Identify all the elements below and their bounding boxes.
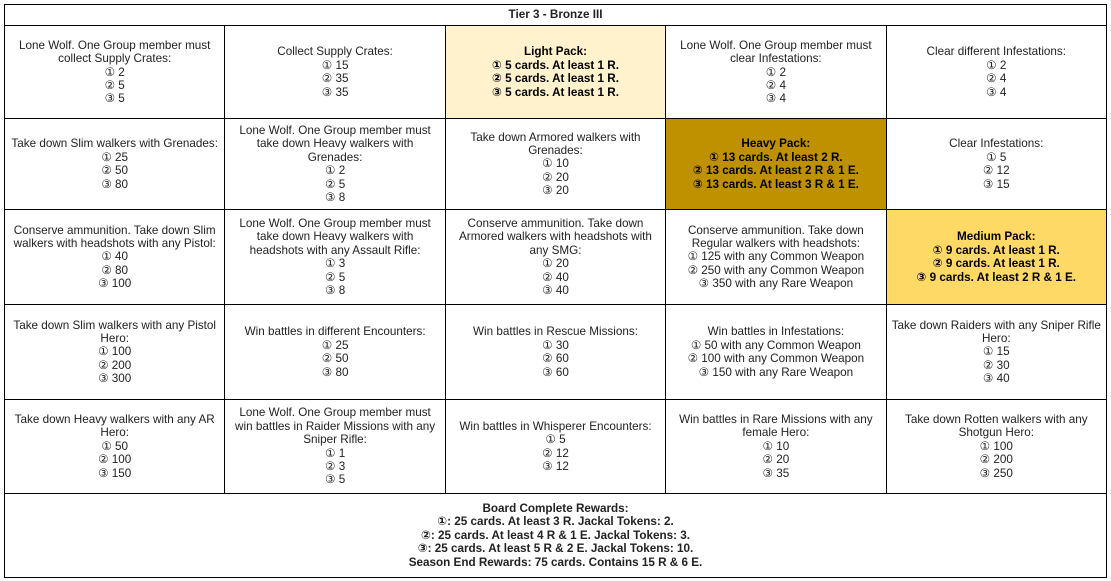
light-pack-reward-cell	[445, 26, 665, 119]
pack-tier-3: ③ 5 cards. At least 1 R.	[491, 85, 619, 99]
grid-row	[5, 119, 1107, 210]
challenge-description: Take down Armored walkers with Grenades:	[470, 130, 641, 158]
grid-row	[5, 305, 1107, 400]
pack-title: Light Pack:	[523, 45, 587, 59]
goal-tier-2: ② 20	[542, 170, 569, 184]
reward-line-3: ③: 25 cards. At least 5 R & 2 E. Jackal Tokens: 10.	[417, 542, 694, 556]
goal-tier-3: ③ 80	[321, 365, 349, 379]
challenge-description: Lone Wolf. One Group member must take down Heavy walkers with Grenades:	[239, 123, 431, 164]
goal-tier-2: ② 35	[321, 72, 349, 86]
challenge-cell	[225, 119, 445, 210]
challenge-cell	[5, 119, 225, 210]
pack-tier-2: ② 13 cards. At least 2 R & 1 E.	[692, 164, 859, 178]
goal-tier-1: ① 100	[98, 345, 132, 359]
goal-tier-1: ① 125 with any Common Weapon	[687, 250, 865, 264]
challenge-cell	[445, 210, 665, 305]
reward-line-1: ①: 25 cards. At least 3 R. Jackal Tokens: 2.	[437, 515, 674, 529]
challenge-description: Take down Raiders with any Sniper Rifle Hero:	[891, 318, 1101, 345]
goal-tier-2: ② 50	[321, 352, 349, 366]
challenge-cell	[886, 26, 1106, 119]
pack-tier-3: ③ 13 cards. At least 3 R & 1 E.	[692, 177, 859, 191]
goal-tier-3: ③ 4	[765, 92, 786, 106]
challenge-description: Lone Wolf. One Group member must collect Supply Crates:	[18, 38, 211, 66]
goal-tier-1: ① 2	[765, 65, 786, 79]
pack-tier-1: ① 13 cards. At least 2 R.	[709, 150, 843, 164]
goal-tier-1: ① 2	[324, 164, 346, 178]
challenge-cell	[666, 210, 886, 305]
board-rewards	[5, 494, 1107, 578]
challenge-grid	[5, 26, 1107, 494]
goal-tier-3: ③ 300	[98, 372, 132, 386]
goal-tier-2: ② 20	[762, 453, 790, 467]
challenge-cell	[5, 210, 225, 305]
grid-row	[5, 26, 1107, 119]
rewards-heading: Board Complete Rewards:	[482, 502, 629, 516]
goal-tier-1: ① 25	[321, 338, 349, 352]
challenge-cell	[225, 210, 445, 305]
goal-tier-2: ② 4	[986, 72, 1007, 86]
challenge-description: Conserve ammunition. Take down Regular walkers with headshots:	[687, 223, 864, 250]
goal-tier-1: ① 40	[101, 250, 129, 264]
goal-tier-1: ① 2	[986, 58, 1007, 72]
goal-tier-2: ② 200	[98, 358, 132, 372]
goal-tier-3: ③ 350 with any Rare Weapon	[698, 277, 854, 291]
challenge-description: Lone Wolf. One Group member must clear Infestations:	[680, 38, 872, 66]
challenge-cell	[225, 305, 445, 400]
challenge-description: Lone Wolf. One Group member must win battles in Raider Missions with any Sniper Rifle:	[235, 406, 436, 447]
goal-tier-3: ③ 150	[98, 466, 132, 480]
challenge-cell	[445, 400, 665, 494]
goal-tier-3: ③ 150 with any Rare Weapon	[698, 365, 854, 379]
goal-tier-1: ① 50	[101, 439, 129, 453]
goal-tier-2: ② 5	[104, 78, 125, 92]
pack-title: Medium Pack:	[956, 230, 1036, 244]
challenge-cell	[445, 119, 665, 210]
challenge-cell	[445, 305, 665, 400]
goal-tier-2: ② 3	[324, 460, 346, 473]
goal-tier-3: ③ 5	[104, 92, 125, 106]
footer-row	[5, 494, 1107, 578]
goal-tier-3: ③ 15	[982, 177, 1010, 191]
goal-tier-3: ③ 12	[542, 460, 569, 473]
goal-tier-3: ③ 60	[542, 365, 569, 379]
goal-tier-2: ② 40	[542, 270, 569, 284]
challenge-description: Lone Wolf. One Group member must take down Heavy walkers with headshots with any Assault Rifle:	[239, 216, 431, 257]
challenge-board	[4, 4, 1107, 578]
goal-tier-2: ② 100	[98, 453, 132, 467]
challenge-cell	[666, 400, 886, 494]
goal-tier-3: ③ 40	[982, 372, 1010, 386]
heavy-pack-reward-cell	[666, 119, 886, 210]
goal-tier-1: ① 15	[982, 345, 1010, 359]
challenge-cell	[225, 26, 445, 119]
goal-tier-1: ① 100	[979, 439, 1013, 453]
challenge-cell	[5, 400, 225, 494]
goal-tier-2: ② 30	[982, 358, 1010, 372]
pack-title: Heavy Pack:	[741, 137, 811, 151]
challenge-cell	[666, 26, 886, 119]
goal-tier-2: ② 12	[542, 446, 569, 460]
title-row	[5, 5, 1107, 26]
grid-row	[5, 400, 1107, 494]
goal-tier-3: ③ 40	[542, 283, 569, 297]
goal-tier-1: ① 1	[324, 446, 346, 460]
pack-tier-2: ② 9 cards. At least 1 R.	[932, 257, 1060, 271]
challenge-cell	[5, 26, 225, 119]
challenge-description: Collect Supply Crates:	[277, 45, 393, 59]
goal-tier-1: ① 15	[321, 58, 349, 72]
goal-tier-2: ② 60	[542, 352, 569, 366]
challenge-description: Clear Infestations:	[949, 137, 1044, 151]
goal-tier-2: ② 4	[765, 78, 786, 92]
pack-tier-2: ② 5 cards. At least 1 R.	[491, 72, 619, 86]
goal-tier-3: ③ 5	[324, 473, 346, 487]
board-title: Tier 3 - Bronze III	[5, 5, 1107, 26]
challenge-description: Win battles in Rescue Missions:	[472, 325, 638, 339]
challenge-description: Win battles in Whisperer Encounters:	[459, 419, 652, 433]
goal-tier-2: ② 100 with any Common Weapon	[687, 352, 865, 366]
challenge-description: Take down Heavy walkers with any AR Hero:	[14, 413, 215, 440]
goal-tier-1: ① 20	[542, 257, 569, 271]
season-rewards: Season End Rewards: 75 cards. Contains 15 R & 6 E.	[408, 555, 703, 569]
challenge-cell	[886, 305, 1106, 400]
grid-row	[5, 210, 1107, 305]
goal-tier-3: ③ 20	[542, 184, 569, 198]
challenge-cell	[5, 305, 225, 400]
goal-tier-2: ② 5	[324, 270, 346, 284]
challenge-cell	[225, 400, 445, 494]
goal-tier-2: ② 12	[982, 164, 1010, 178]
goal-tier-3: ③ 250	[979, 466, 1013, 480]
challenge-description: Take down Rotten walkers with any Shotgun Hero:	[905, 413, 1088, 440]
goal-tier-1: ① 3	[324, 257, 346, 271]
challenge-description: Clear different Infestations:	[926, 45, 1067, 59]
pack-tier-1: ① 9 cards. At least 1 R.	[932, 243, 1060, 257]
goal-tier-1: ① 30	[542, 338, 569, 352]
goal-tier-1: ① 2	[104, 65, 125, 79]
goal-tier-3: ③ 8	[324, 190, 346, 204]
goal-tier-3: ③ 100	[98, 277, 132, 291]
goal-tier-1: ① 10	[762, 439, 790, 453]
goal-tier-1: ① 50 with any Common Weapon	[690, 338, 861, 352]
challenge-cell	[886, 400, 1106, 494]
goal-tier-1: ① 25	[101, 150, 129, 164]
goal-tier-2: ② 200	[979, 453, 1013, 467]
medium-pack-reward-cell	[886, 210, 1106, 305]
goal-tier-3: ③ 35	[321, 85, 349, 99]
challenge-description: Win battles in different Encounters:	[244, 325, 426, 339]
challenge-cell	[886, 119, 1106, 210]
challenge-description: Win battles in Infestations:	[707, 325, 845, 339]
challenge-description: Win battles in Rare Missions with any female Hero:	[679, 413, 873, 440]
goal-tier-2: ② 5	[324, 177, 346, 191]
pack-tier-1: ① 5 cards. At least 1 R.	[491, 58, 619, 72]
challenge-description: Conserve ammunition. Take down Armored walkers with headshots with any SMG:	[459, 216, 652, 257]
goal-tier-1: ① 5	[545, 433, 566, 447]
goal-tier-3: ③ 80	[101, 177, 129, 191]
reward-line-2: ②: 25 cards. At least 4 R & 1 E. Jackal Tokens: 3.	[420, 528, 691, 542]
goal-tier-3: ③ 4	[986, 85, 1007, 99]
pack-tier-3: ③ 9 cards. At least 2 R & 1 E.	[916, 270, 1077, 284]
challenge-cell	[666, 305, 886, 400]
challenge-description: Take down Slim walkers with any Pistol Hero:	[13, 318, 217, 345]
goal-tier-2: ② 250 with any Common Weapon	[687, 263, 865, 277]
goal-tier-2: ② 50	[101, 164, 129, 178]
goal-tier-1: ① 10	[542, 157, 569, 171]
goal-tier-3: ③ 8	[324, 283, 346, 297]
challenge-description: Conserve ammunition. Take down Slim walkers with headshots with any Pistol:	[13, 223, 216, 250]
goal-tier-3: ③ 35	[762, 466, 790, 480]
goal-tier-1: ① 5	[986, 150, 1007, 164]
challenge-description: Take down Slim walkers with Grenades:	[11, 137, 218, 151]
goal-tier-2: ② 80	[101, 263, 129, 277]
